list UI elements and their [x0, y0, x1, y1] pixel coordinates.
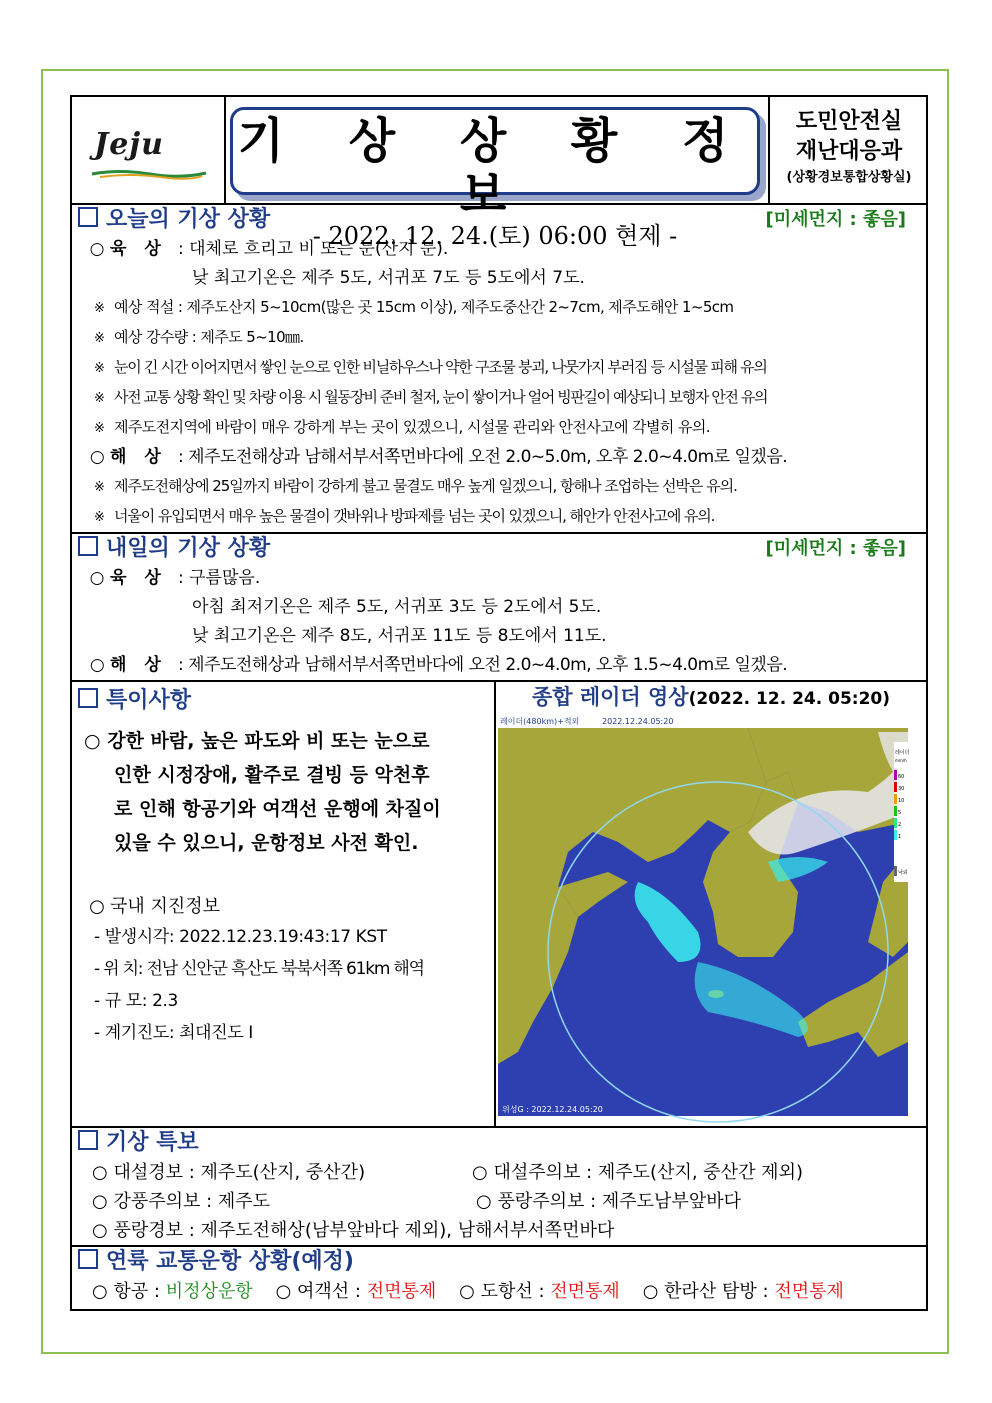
warnings-title: 기상 특보	[106, 1130, 199, 1155]
note-text: 예상 강수량 : 제주도 5~10㎜.	[114, 328, 304, 346]
warning-text: 풍랑주의보 : 제주도남부앞바다	[497, 1191, 741, 1212]
traffic-label: 항공 :	[113, 1281, 166, 1302]
note-text: 제주도전해상에 25일까지 바람이 강하게 불고 물결도 매우 높게 일겠으니, 항해나 조업하는 선박은 유의.	[114, 477, 737, 495]
department	[768, 97, 928, 203]
radar-label-top: 레이더(480km)+적외	[500, 717, 580, 726]
warning-item: ○ 풍랑주의보 : 제주도남부앞바다	[476, 1191, 741, 1212]
radar-label-time: 2022.12.24.05:20	[602, 717, 674, 726]
traffic-label: 도항선 :	[480, 1281, 551, 1302]
special-line: 인한 시정장애, 활주로 결빙 등 악천후	[114, 764, 430, 786]
traffic-item-hallasan: ○ 한라산 탐방 : 전면통제	[642, 1281, 844, 1302]
section-title	[72, 534, 926, 564]
radar-legend-swatch	[894, 818, 897, 828]
radar-legend-value: 60	[898, 774, 905, 780]
circle-icon: ○	[84, 730, 108, 752]
land-label: 육 상	[110, 568, 167, 588]
warning-item: ○ 강풍주의보 : 제주도	[92, 1191, 271, 1212]
radar-label-bottom: 위성G : 2022.12.24.05:20	[502, 1105, 603, 1114]
today-title: 오늘의 기상 상황	[106, 207, 271, 232]
checkbox-icon	[78, 536, 98, 556]
special-line: 로 인해 항공기와 여객선 운행에 차질이	[114, 798, 441, 820]
warnings-section	[72, 1126, 926, 1245]
radar-title	[496, 682, 926, 714]
section-title	[72, 1247, 926, 1277]
reference-mark-icon: ※	[94, 301, 105, 316]
radar-time: (2022. 12. 24. 05:20)	[688, 689, 891, 709]
page-title: 기 상 상 황 정 보	[237, 113, 753, 223]
note-text: 예상 적설 : 제주도산지 5~10cm(많은 곳 15cm 이상), 제주도중산간 2~7cm, 제주도해안 1~5cm	[114, 298, 734, 316]
note-item	[72, 383, 926, 413]
radar-legend-swatch	[894, 782, 897, 792]
radar-legend-lightning: 낙뢰	[898, 870, 908, 876]
reference-mark-icon: ※	[94, 421, 105, 436]
note-text: 눈이 긴 시간 이어지면서 쌓인 눈으로 인한 비닐하우스나 약한 구조물 붕괴, 나뭇가지 부러짐 등 시설물 피해 유의	[114, 358, 767, 376]
section-title	[72, 205, 926, 235]
note-item	[72, 293, 926, 323]
section-title	[72, 1128, 926, 1158]
traffic-status: 전면통제	[366, 1281, 437, 1302]
radar-legend-swatch	[894, 770, 897, 780]
title-box	[230, 107, 760, 250]
reference-mark-icon: ※	[94, 361, 104, 376]
land-label: 육 상	[110, 239, 167, 259]
land-text-1: : 대체로 흐리고 비 또는 눈(산지 눈).	[178, 239, 449, 259]
today-land-line2: 낮 최고기온은 제주 5도, 서귀포 7도 등 5도에서 7도.	[192, 268, 585, 288]
checkbox-icon	[78, 207, 98, 227]
reference-mark-icon: ※	[94, 480, 104, 495]
circle-icon: ○	[89, 239, 105, 259]
land-text-1: : 구름많음.	[178, 568, 261, 588]
traffic-item-air: ○ 항공 : 비정상운항	[92, 1281, 253, 1302]
traffic-title: 연륙 교통운항 상황(예정)	[106, 1249, 354, 1274]
warning-row	[72, 1158, 926, 1187]
bulletin-body	[70, 205, 928, 1311]
note-text: 제주도전지역에 바람이 매우 강하게 부는 곳이 있겠으니, 시설물 관리와 안전사고에 각별히 유의.	[114, 418, 710, 436]
checkbox-icon	[78, 1130, 98, 1150]
radar-legend-value: 10	[898, 798, 905, 804]
dept-name-1: 도민안전실	[795, 109, 903, 134]
quake-time: - 발생시각: 2022.12.23.19:43:17 KST	[94, 927, 387, 947]
radar-legend-value: 2	[898, 822, 902, 828]
warning-text: 풍랑경보 : 제주도전해상(남부앞바다 제외), 남해서부서쪽먼바다	[113, 1220, 615, 1241]
special-title: 특이사항	[106, 688, 192, 713]
note-item	[72, 502, 926, 532]
circle-icon: ○	[89, 568, 105, 588]
traffic-section	[72, 1245, 926, 1309]
special-notes	[72, 682, 496, 1126]
sea-text: : 제주도전해상과 남해서부서쪽먼바다에 오전 2.0~4.0m, 오후 1.5~4.0m로 일겠음.	[178, 655, 788, 675]
today-section	[72, 205, 926, 532]
traffic-status: 전면통제	[774, 1281, 844, 1302]
radar-legend-swatch	[894, 794, 897, 804]
today-sea	[72, 443, 926, 472]
circle-icon: ○	[89, 655, 105, 675]
radar-legend-title: 레이더	[895, 750, 910, 756]
quake-location: - 위 치: 전남 신안군 흑산도 북북서쪽 61km 해역	[94, 959, 424, 979]
traffic-status: 비정상운항	[165, 1281, 253, 1302]
sea-label: 해 상	[110, 447, 167, 467]
fine-dust-status: [미세먼지 : 좋음]	[765, 209, 906, 230]
quake-intensity: - 계기진도: 최대진도 Ⅰ	[94, 1023, 253, 1043]
radar-legend-lightning-swatch	[894, 866, 897, 876]
dept-name-2: 재난대응과	[795, 139, 903, 164]
special-line	[84, 724, 494, 758]
reference-mark-icon: ※	[94, 331, 105, 346]
warning-item: ○ 풍랑경보 : 제주도전해상(남부앞바다 제외), 남해서부서쪽먼바다	[92, 1220, 615, 1241]
radar-panel	[496, 682, 926, 1126]
warning-row	[72, 1216, 926, 1245]
logo-text: Jeju	[94, 127, 164, 162]
radar-legend-swatch	[894, 806, 897, 816]
radar-title-text: 종합 레이더 영상	[531, 685, 689, 709]
special-message	[72, 724, 494, 860]
quake-magnitude: - 규 모: 2.3	[94, 991, 178, 1011]
warning-text: 대설주의보 : 제주도(산지, 중산간 제외)	[493, 1162, 803, 1183]
radar-legend-value: 1	[898, 834, 902, 840]
radar-legend-value: 30	[898, 786, 905, 792]
checkbox-icon	[78, 688, 98, 708]
quake-title	[72, 892, 494, 921]
section-title	[72, 686, 494, 716]
warning-text: 강풍주의보 : 제주도	[113, 1191, 271, 1212]
dept-name-3: (상황경보통합상황실)	[786, 170, 912, 185]
traffic-item-island-ferry: ○ 도항선 : 전면통제	[459, 1281, 620, 1302]
jeju-logo	[72, 97, 226, 203]
note-item	[72, 413, 926, 443]
logo-swoosh-icon	[90, 169, 208, 179]
note-item	[72, 472, 926, 502]
special-line: 있을 수 있으니, 운항정보 사전 확인.	[114, 832, 419, 854]
warning-row	[72, 1187, 926, 1216]
tomorrow-sea	[72, 651, 926, 680]
radar-legend-swatch	[894, 830, 897, 840]
issue-date: - 2022. 12. 24.(토) 06:00 현제 -	[312, 222, 678, 250]
reference-mark-icon: ※	[94, 510, 104, 525]
checkbox-icon	[78, 1249, 98, 1269]
traffic-item-ferry: ○ 여객선 : 전면통제	[275, 1281, 437, 1302]
warning-text: 대설경보 : 제주도(산지, 중산간)	[113, 1162, 366, 1183]
sea-label: 해 상	[110, 655, 167, 675]
special-line-text: 강한 바람, 높은 파도와 비 또는 눈으로	[107, 730, 430, 752]
tomorrow-title: 내일의 기상 상황	[106, 536, 271, 561]
warning-item: ○ 대설주의보 : 제주도(산지, 중산간 제외)	[472, 1162, 803, 1183]
circle-icon: ○	[89, 896, 105, 917]
note-item	[72, 323, 926, 353]
tomorrow-section	[72, 532, 926, 680]
radar-legend-value: 5	[898, 810, 902, 816]
circle-icon: ○	[89, 447, 105, 467]
note-text: 너울이 유입되면서 매우 높은 물결이 갯바위나 방파제를 넘는 곳이 있겠으니, 해안가 안전사고에 유의.	[114, 507, 715, 525]
traffic-row	[72, 1277, 926, 1307]
reference-mark-icon: ※	[94, 391, 104, 406]
traffic-status: 전면통제	[550, 1281, 620, 1302]
today-land	[72, 235, 926, 264]
traffic-label: 여객선 :	[297, 1281, 367, 1302]
radar-legend-unit: mm/h	[895, 758, 907, 763]
special-section	[72, 680, 926, 1126]
fine-dust-status: [미세먼지 : 좋음]	[765, 538, 906, 559]
bulletin-sheet	[70, 95, 928, 1311]
quake-title-text: 국내 지진정보	[110, 896, 221, 917]
sea-text: : 제주도전해상과 남해서부서쪽먼바다에 오전 2.0~5.0m, 오후 2.0~4.0m로 일겠음.	[178, 447, 788, 467]
note-item	[72, 353, 926, 383]
tomorrow-land-line3: 낮 최고기온은 제주 8도, 서귀포 11도 등 8도에서 11도.	[192, 626, 607, 646]
tomorrow-land	[72, 564, 926, 593]
warning-item: ○ 대설경보 : 제주도(산지, 중산간)	[92, 1162, 366, 1183]
radar-image	[498, 712, 908, 1116]
note-text: 사전 교통 상황 확인 및 차량 이용 시 월동장비 준비 철저, 눈이 쌓이거나 얼어 빙판길이 예상되니 보행자 안전 유의	[114, 388, 768, 406]
traffic-label: 한라산 탐방 :	[664, 1281, 775, 1302]
tomorrow-land-line2: 아침 최저기온은 제주 5도, 서귀포 3도 등 2도에서 5도.	[192, 597, 602, 617]
